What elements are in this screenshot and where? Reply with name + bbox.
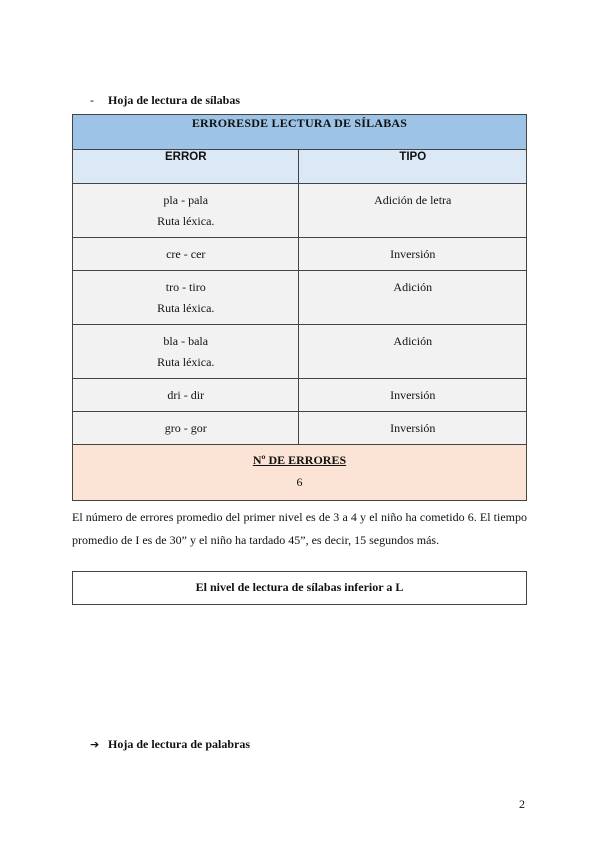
- error-note: Ruta léxica.: [157, 214, 215, 228]
- table-row: [73, 412, 527, 445]
- conclusion-box: El nivel de lectura de sílabas inferior a L: [72, 571, 527, 605]
- error-pair: tro - tiro: [165, 280, 206, 294]
- table-title-row: [73, 115, 527, 150]
- tipo-cell: Inversión: [299, 379, 527, 412]
- total-cell: [73, 445, 527, 501]
- error-cell: [73, 184, 299, 238]
- column-header-tipo: TIPO: [299, 150, 527, 184]
- error-pair: bla - bala: [163, 334, 209, 348]
- error-pair: gro - gor: [164, 421, 207, 435]
- section-heading-words: [90, 737, 250, 752]
- error-pair: cre - cer: [166, 247, 206, 261]
- total-row: [73, 445, 527, 501]
- tipo-cell: Adición: [299, 325, 527, 379]
- table-row: [73, 271, 527, 325]
- error-pair: pla - pala: [163, 193, 209, 207]
- table-title: ERRORESDE LECTURA DE SÍLABAS: [73, 115, 527, 150]
- tipo-cell: Adición de letra: [299, 184, 527, 238]
- results-paragraph: El número de errores promedio del primer nivel es de 3 a 4 y el niño ha cometido 6. El tiempo promedio de I es de 30” y el niño ha tardado 45”, es decir, 15 segundos más.: [72, 510, 527, 547]
- table-row: [73, 325, 527, 379]
- section-heading-syllables: [90, 93, 240, 108]
- column-header-error: ERROR: [73, 150, 299, 184]
- bullet-dash: -: [90, 93, 94, 107]
- tipo-cell: Adición: [299, 271, 527, 325]
- tipo-cell: Inversión: [299, 238, 527, 271]
- error-cell: [73, 379, 299, 412]
- total-value: 6: [296, 475, 303, 489]
- table-header-row: [73, 150, 527, 184]
- tipo-cell: Inversión: [299, 412, 527, 445]
- table-row: [73, 184, 527, 238]
- error-note: Ruta léxica.: [157, 301, 215, 315]
- error-cell: [73, 238, 299, 271]
- error-cell: [73, 325, 299, 379]
- total-label: Nº DE ERRORES: [252, 453, 347, 467]
- table-row: [73, 379, 527, 412]
- error-note: Ruta léxica.: [157, 355, 215, 369]
- error-pair: dri - dir: [167, 388, 205, 402]
- section-title: Hoja de lectura de sílabas: [108, 93, 240, 107]
- syllable-errors-table: [72, 114, 527, 501]
- error-cell: [73, 271, 299, 325]
- table-row: [73, 238, 527, 271]
- section-title: Hoja de lectura de palabras: [108, 737, 250, 751]
- page-number: 2: [519, 797, 525, 811]
- arrow-icon: ➔: [90, 738, 100, 751]
- error-cell: [73, 412, 299, 445]
